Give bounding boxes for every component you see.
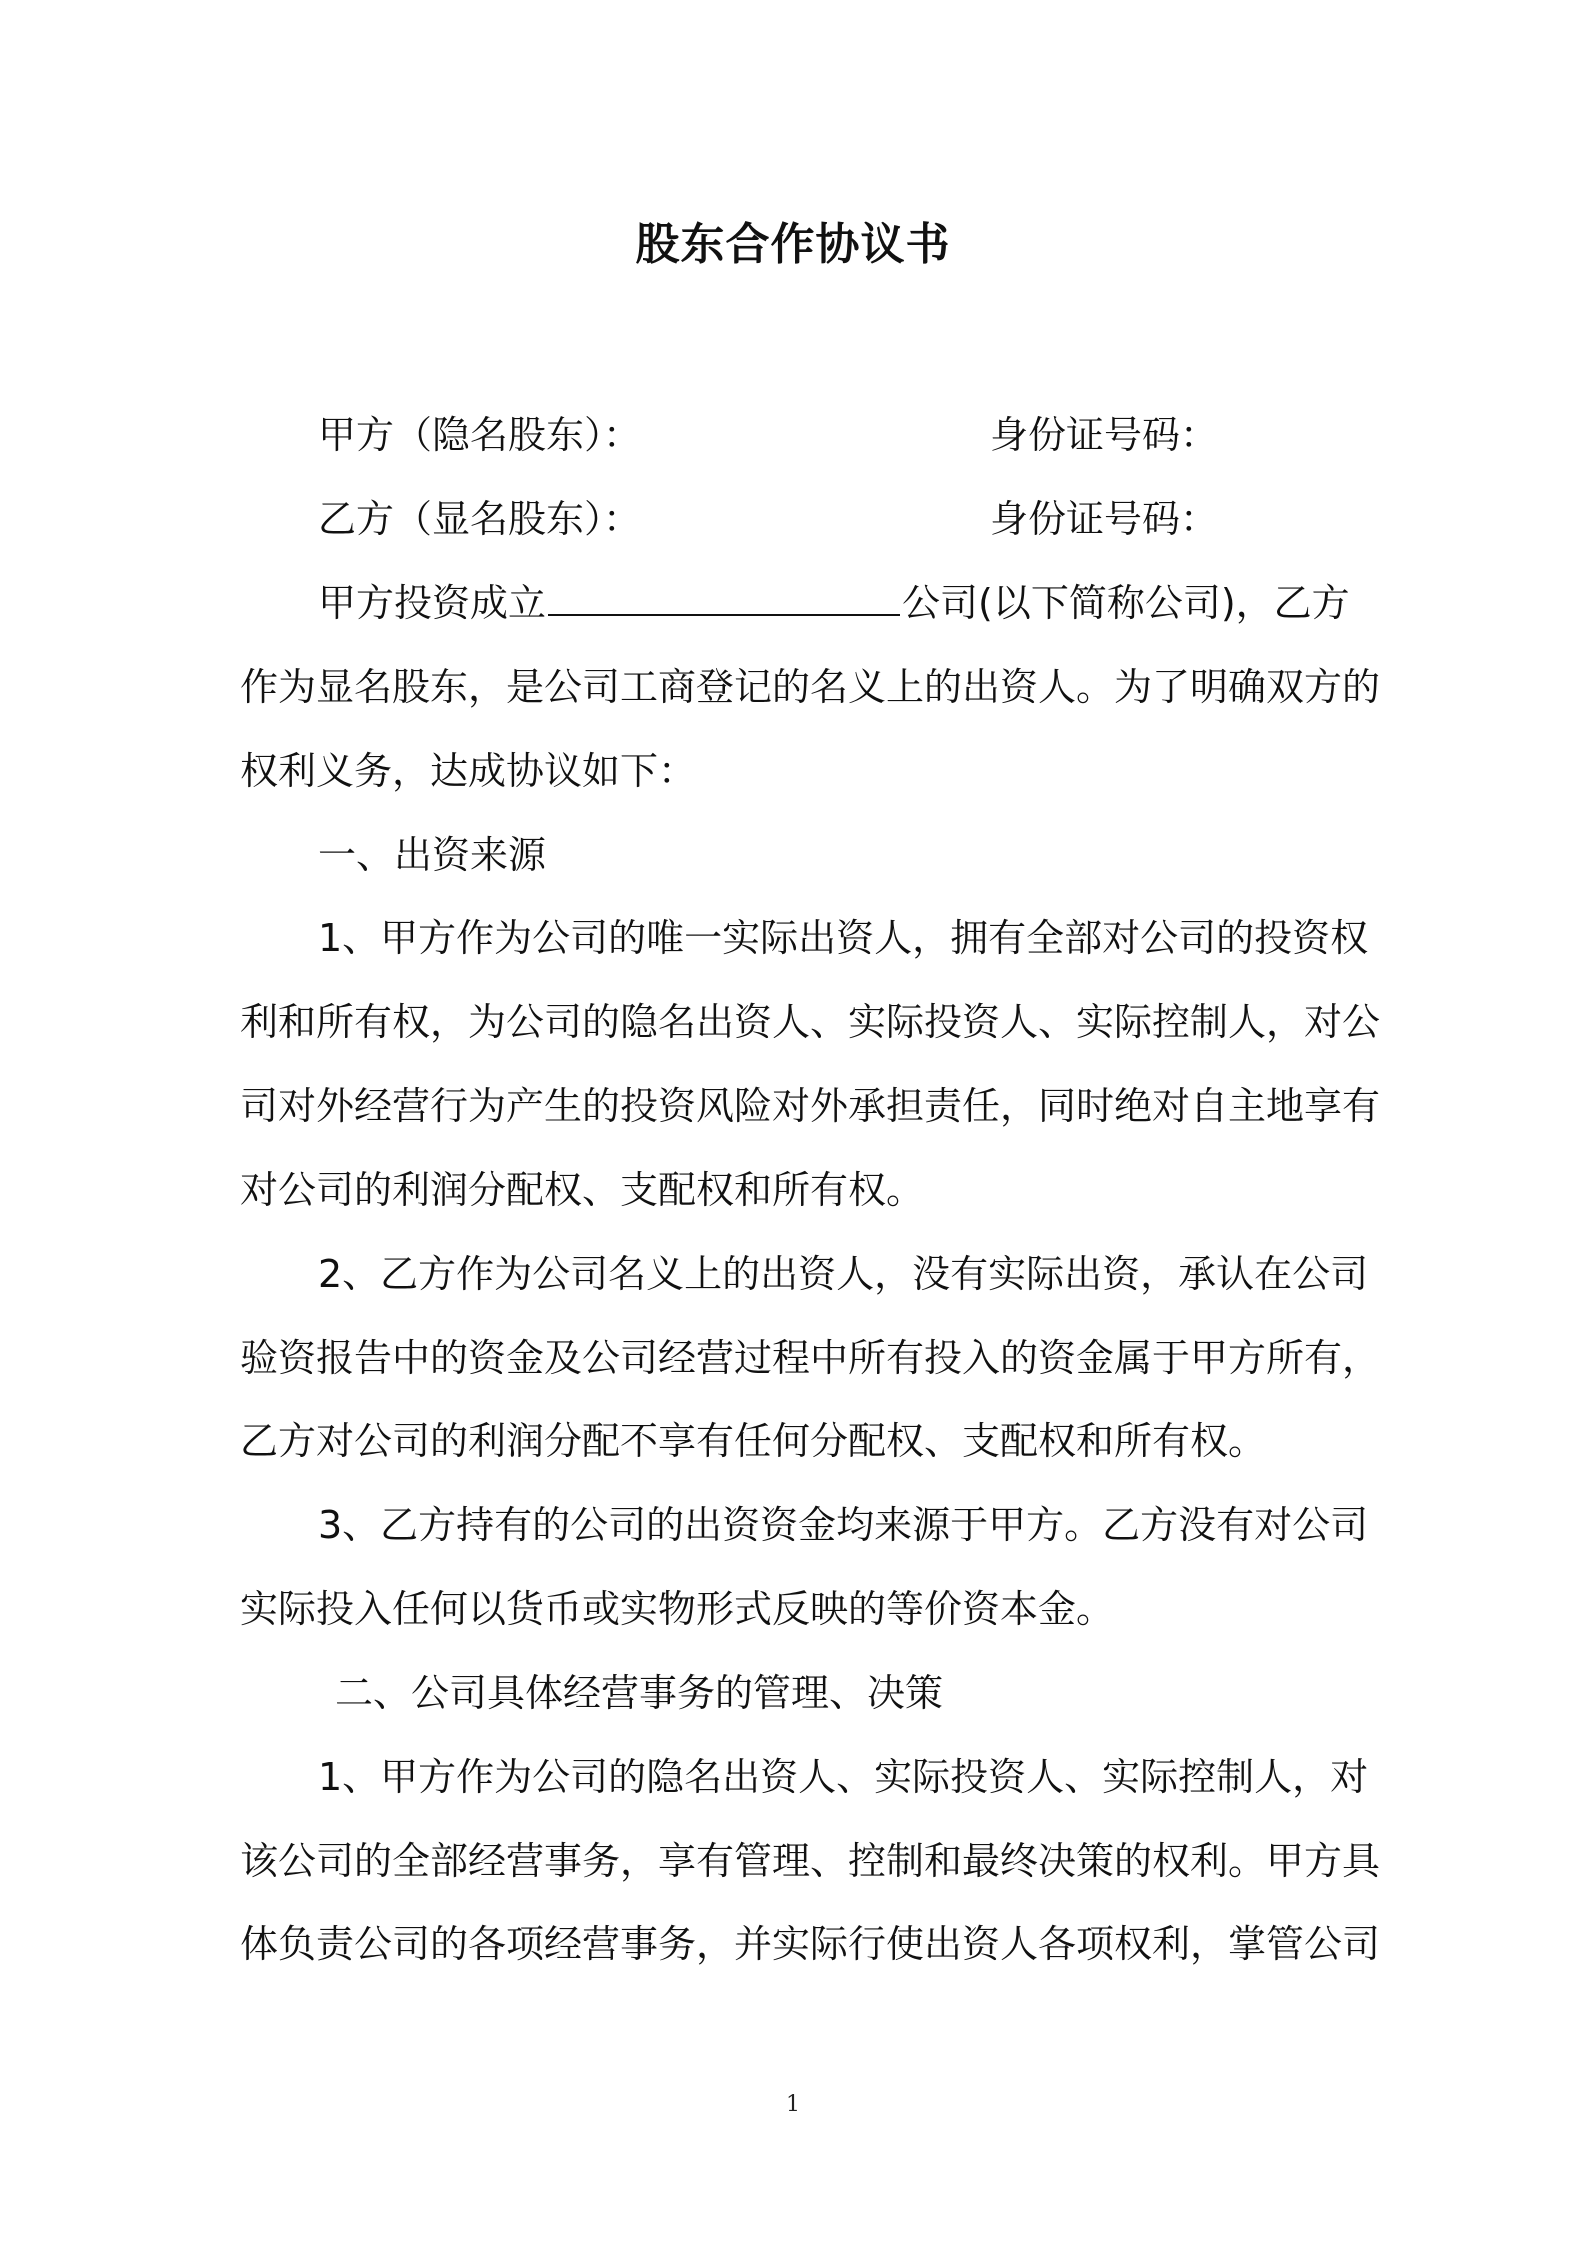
section-2-clause-1-line-2: 该公司的全部经营事务，享有管理、控制和最终决策的权利。甲方具 [240, 1839, 1381, 1883]
party-a-id-label: 身份证号码： [990, 413, 1219, 457]
section-2-clause-1-line-3: 体负责公司的各项经营事务，并实际行使出资人各项权利，掌管公司 [240, 1922, 1381, 1966]
party-a-label: 甲方（隐名股东）： [318, 413, 642, 457]
section-1-clause-1-line-3: 司对外经营行为产生的投资风险对外承担责任，同时绝对自主地享有 [240, 1084, 1381, 1128]
page-number: 1 [786, 2092, 800, 2117]
intro-line-1-post: 公司(以下简称公司)，乙方 [902, 581, 1350, 625]
section-1-clause-2-line-3: 乙方对公司的利润分配不享有任何分配权、支配权和所有权。 [240, 1419, 1267, 1463]
intro-line-1 [318, 578, 1360, 628]
section-1-heading: 一、出资来源 [318, 833, 547, 877]
section-1-clause-1-line-4: 对公司的利润分配权、支配权和所有权。 [240, 1168, 925, 1212]
section-1-clause-3-line-1: 3、乙方持有的公司的出资资金均来源于甲方。乙方没有对公司 [318, 1503, 1369, 1547]
intro-line-3: 权利义务，达成协议如下： [240, 749, 697, 793]
document-title: 股东合作协议书 [635, 219, 951, 270]
intro-line-2: 作为显名股东，是公司工商登记的名义上的出资人。为了明确双方的 [240, 665, 1381, 709]
party-b-label: 乙方（显名股东）： [318, 497, 642, 541]
section-1-clause-1-line-2: 利和所有权，为公司的隐名出资人、实际投资人、实际控制人，对公 [240, 1000, 1381, 1044]
section-1-clause-3-line-2: 实际投入任何以货币或实物形式反映的等价资本金。 [240, 1587, 1115, 1631]
party-b-id-label: 身份证号码： [990, 497, 1219, 541]
section-1-clause-2-line-1: 2、乙方作为公司名义上的出资人，没有实际出资，承认在公司 [318, 1252, 1369, 1296]
section-2-clause-1-line-1: 1、甲方作为公司的隐名出资人、实际投资人、实际控制人，对 [318, 1755, 1369, 1799]
section-1-clause-2-line-2: 验资报告中的资金及公司经营过程中所有投入的资金属于甲方所有， [240, 1336, 1381, 1380]
company-name-blank[interactable] [548, 580, 900, 616]
intro-line-1-pre: 甲方投资成立 [318, 581, 547, 625]
section-2-heading: 二、公司具体经营事务的管理、决策 [335, 1671, 944, 1715]
section-1-clause-1-line-1: 1、甲方作为公司的唯一实际出资人，拥有全部对公司的投资权 [318, 916, 1369, 960]
